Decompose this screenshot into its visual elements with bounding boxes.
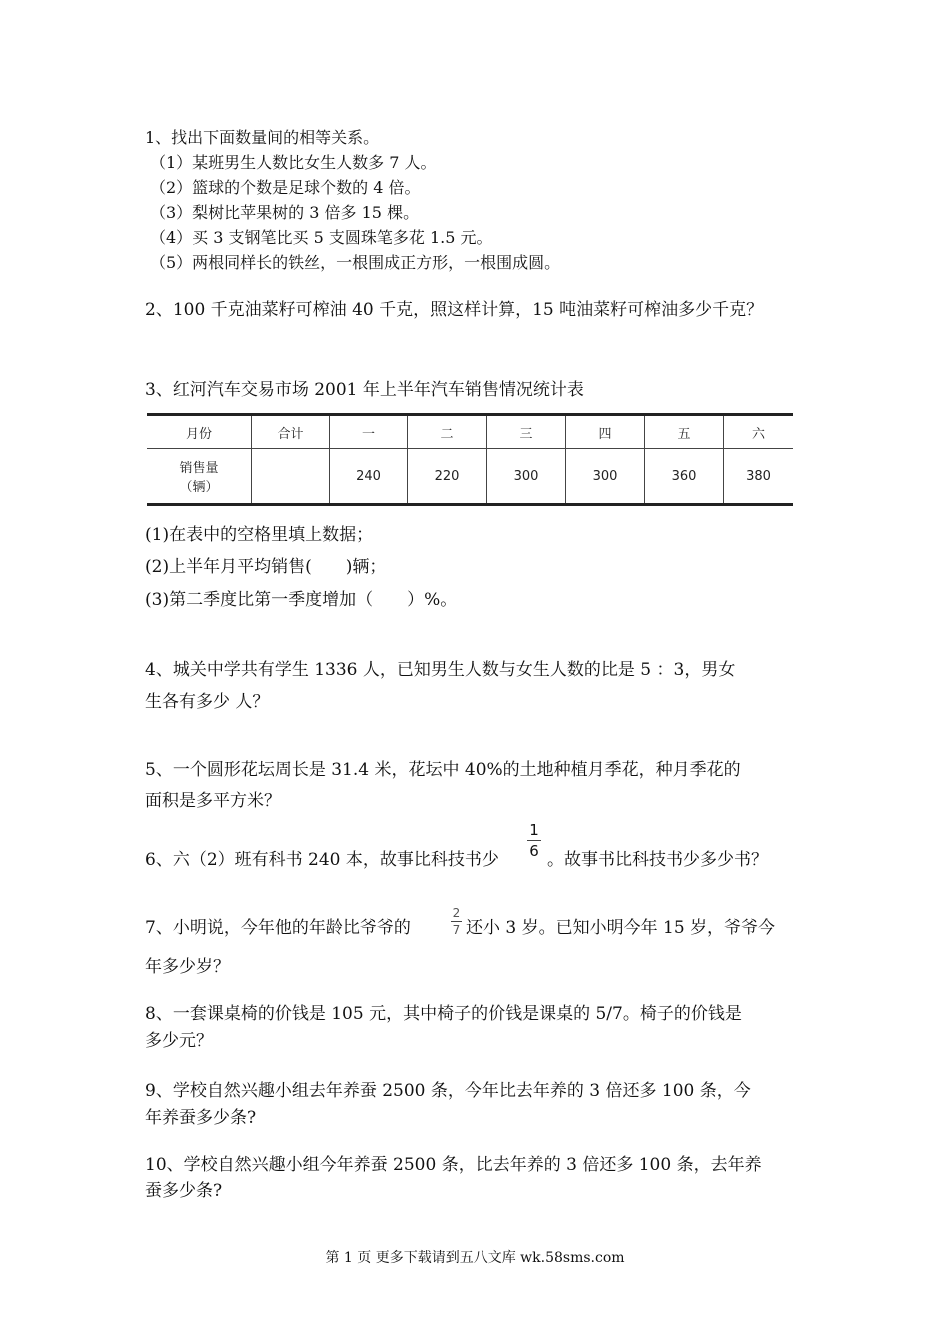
q5-line-1: 5、一个圆形花坛周长是 31.4 米，花坛中 40%的土地种植月季花，种月季花的 bbox=[145, 760, 741, 780]
q4-line-2: 生各有多少 人？ bbox=[145, 692, 270, 712]
header-cell-total: 合计 bbox=[252, 415, 330, 449]
header-cell-month: 月份 bbox=[147, 415, 252, 449]
q6-text-after: 。故事书比科技书少多少书？ bbox=[547, 850, 768, 870]
value-cell-m4: 300 bbox=[566, 449, 645, 505]
value-cell-m5: 360 bbox=[645, 449, 724, 505]
value-cell-m6: 380 bbox=[724, 449, 794, 505]
q6-fraction bbox=[527, 821, 541, 860]
header-cell-m1: 一 bbox=[330, 415, 408, 449]
header-cell-m5: 五 bbox=[645, 415, 724, 449]
q4-line-1: 4、城关中学共有学生 1336 人，已知男生人数与女生人数的比是 5 ：3，男女 bbox=[145, 660, 736, 680]
q6-fraction-denominator: 6 bbox=[529, 842, 539, 860]
page-footer: 第 1 页 更多下载请到五八文库 wk.58sms.com bbox=[325, 1250, 625, 1266]
q6-fraction-bar bbox=[527, 840, 541, 841]
q1-title: 1、找出下面数量间的相等关系。 bbox=[145, 128, 380, 147]
q6-fraction-numerator: 1 bbox=[529, 821, 539, 839]
q7-line-2: 年多少岁？ bbox=[145, 957, 230, 977]
q1-item-4: （4）买 3 支钢笔比买 5 支圆珠笔多花 1.5 元。 bbox=[150, 228, 493, 247]
q1-item-5: （5）两根同样长的铁丝，一根围成正方形，一根围成圆。 bbox=[150, 253, 561, 272]
value-cell-m1: 240 bbox=[330, 449, 408, 505]
q1-item-1: （1）某班男生人数比女生人数多 7 人。 bbox=[150, 153, 437, 172]
q3-title: 3、红河汽车交易市场 2001 年上半年汽车销售情况统计表 bbox=[145, 380, 584, 400]
row-label-line2: （辆） bbox=[179, 480, 219, 495]
sales-table bbox=[147, 413, 793, 506]
q2-text: 2、100 千克油菜籽可榨油 40 千克，照这样计算，15 吨油菜籽可榨油多少千克？ bbox=[145, 300, 764, 320]
q10-line-1: 10、学校自然兴趣小组今年养蚕 2500 条，比去年养的 3 倍还多 100 条，去年养 bbox=[145, 1155, 762, 1175]
header-cell-m4: 四 bbox=[566, 415, 645, 449]
q6-text-before: 6、六（2）班有科书 240 本，故事比科技书少 bbox=[145, 850, 499, 870]
q3-sub-3: (3)第二季度比第一季度增加（ ）%。 bbox=[145, 590, 458, 610]
value-cell-total bbox=[252, 449, 330, 505]
q8-line-1: 8、一套课桌椅的价钱是 105 元，其中椅子的价钱是课桌的 5/7。椅子的价钱是 bbox=[145, 1004, 742, 1024]
q1-item-2: （2）篮球的个数是足球个数的 4 倍。 bbox=[150, 178, 421, 197]
q9-line-1: 9、学校自然兴趣小组去年养蚕 2500 条，今年比去年养的 3 倍还多 100 条，今 bbox=[145, 1081, 751, 1101]
row-label-cell bbox=[147, 449, 252, 505]
q7-fraction-denominator: 7 bbox=[452, 923, 461, 937]
value-cell-m3: 300 bbox=[487, 449, 566, 505]
header-cell-m2: 二 bbox=[408, 415, 487, 449]
value-cell-m2: 220 bbox=[408, 449, 487, 505]
sales-table-data-row bbox=[147, 449, 793, 505]
sales-table-header-row bbox=[147, 415, 793, 449]
q3-sub-1: (1)在表中的空格里填上数据； bbox=[145, 525, 374, 545]
q7-text-after: 还小 3 岁。已知小明今年 15 岁，爷爷今 bbox=[466, 918, 776, 938]
q5-line-2: 面积是多平方米？ bbox=[145, 791, 281, 811]
q9-line-2: 年养蚕多少条? bbox=[145, 1108, 257, 1128]
header-cell-m6: 六 bbox=[724, 415, 794, 449]
q1-item-3: （3）梨树比苹果树的 3 倍多 15 棵。 bbox=[150, 203, 420, 222]
q8-line-2: 多少元？ bbox=[145, 1031, 213, 1051]
row-label-line1: 销售量 bbox=[179, 461, 219, 476]
q10-line-2: 蚕多少条? bbox=[145, 1181, 223, 1201]
q7-fraction-numerator: 2 bbox=[452, 906, 461, 920]
q7-text-before: 7、小明说，今年他的年龄比爷爷的 bbox=[145, 918, 411, 938]
q7-fraction-bar bbox=[451, 921, 462, 922]
q7-fraction bbox=[451, 906, 462, 937]
header-cell-m3: 三 bbox=[487, 415, 566, 449]
q3-sub-2: (2)上半年月平均销售( )辆； bbox=[145, 557, 387, 577]
